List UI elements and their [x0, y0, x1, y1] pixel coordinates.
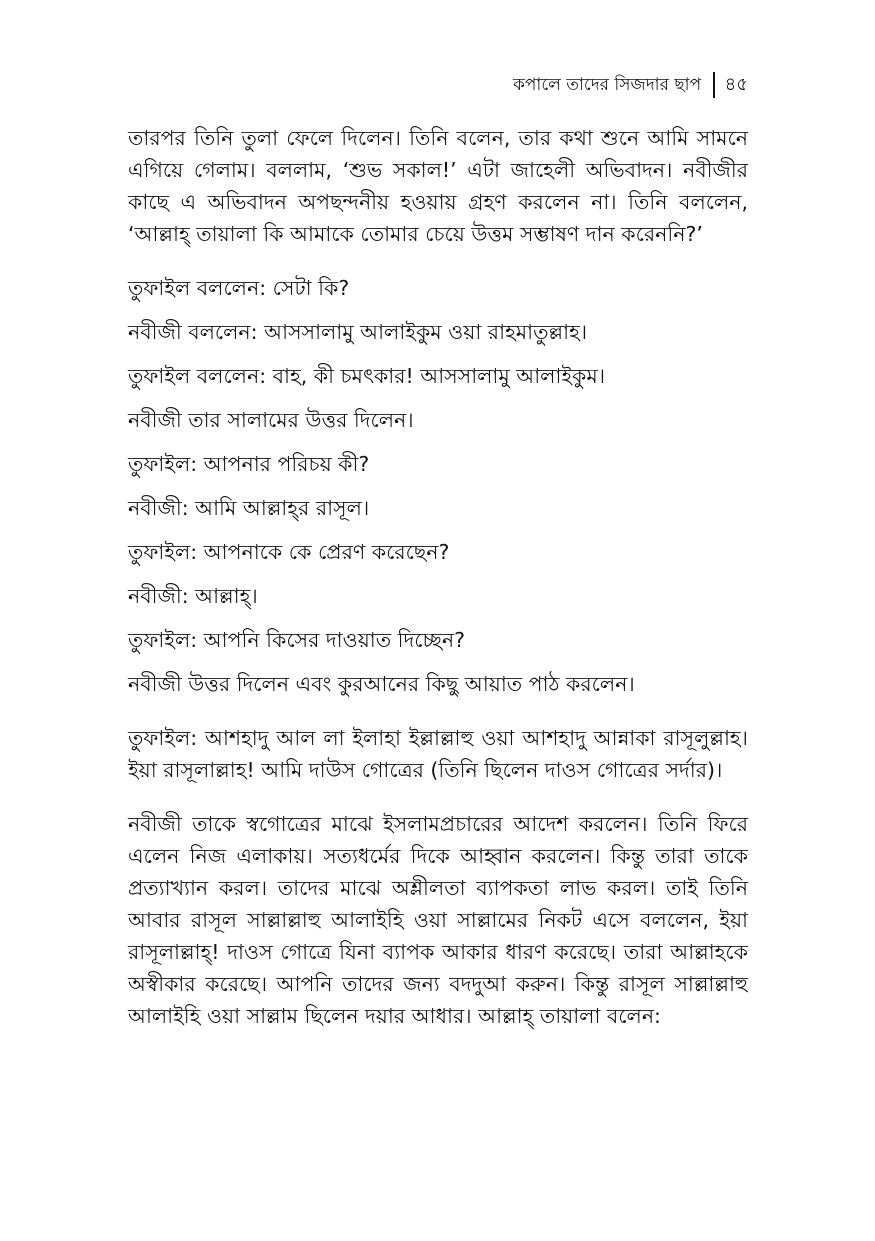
paragraph-1: তারপর তিনি তুলা ফেলে দিলেন। তিনি বলেন, তার কথা শুনে আমি সামনে এগিয়ে গেলাম। বললাম, ‘শুভ সকাল!’ এটা জাহেলী অভিবাদন। নবীজীর কাছে এ অভিবাদন অপছন্দনীয় হওয়ায় গ্রহণ করলেন না। তিনি বললেন, ‘আল্লাহ্ তায়ালা কি আমাকে তোমার চেয়ে উত্তম সম্ভাষণ দান করেননি?’ — [128, 126, 748, 246]
page-number: ৪৫ — [724, 74, 748, 95]
header-divider — [713, 72, 715, 98]
running-header — [128, 70, 748, 100]
page-body — [128, 122, 748, 1032]
dialogue-line: নবীজী: আল্লাহ্। — [128, 584, 258, 608]
paragraph-4: নবীজী তাকে স্বগোত্রের মাঝে ইসলামপ্রচারের আদেশ করলেন। তিনি ফিরে এলেন নিজ এলাকায়। সত্যধর্মের দিকে আহ্বান করলেন। কিন্তু তারা তাকে প্রত্যাখ্যান করল। তাদের মাঝে অশ্লীলতা ব্যাপকতা লাভ করল। তাই তিনি আবার রাসূল সাল্লাল্লাহু আলাইহি ওয়া সাল্লামের নিকট এসে বললেন, ইয়া রাসূলাল্লাহ্! দাওস গোত্রে যিনা ব্যাপক আকার ধারণ করেছে। তারা আল্লাহকে অস্বীকার করেছে। আপনি তাদের জন্য বদদুআ করুন। কিন্তু রাসূল সাল্লাল্লাহু আলাইহি ওয়া সাল্লাম ছিলেন দয়ার আধার। আল্লাহ্ তায়ালা বলেন: — [128, 812, 748, 1028]
dialogue-line: নবীজী বললেন: আসসালামু আলাইকুম ওয়া রাহমাতুল্লাহ। — [128, 320, 588, 344]
book-page — [128, 70, 748, 1170]
dialogue-line: নবীজী: আমি আল্লাহ্‌র রাসূল। — [128, 496, 370, 520]
dialogue-line: নবীজী উত্তর দিলেন এবং কুরআনের কিছু আয়াত পাঠ করলেন। — [128, 672, 635, 696]
dialogue-block — [128, 272, 748, 700]
chapter-title: কপালে তাদের সিজদার ছাপ — [512, 75, 702, 95]
dialogue-line: তুফাইল বললেন: বাহ, কী চমৎকার! আসসালামু আলাইকুম। — [128, 364, 606, 388]
dialogue-line: তুফাইল: আপনি কিসের দাওয়াত দিচ্ছেন? — [128, 628, 466, 652]
dialogue-line: নবীজী তার সালামের উত্তর দিলেন। — [128, 408, 414, 432]
dialogue-line: তুফাইল: আপনার পরিচয় কী? — [128, 452, 370, 476]
dialogue-line: তুফাইল: আপনাকে কে প্রেরণ করেছেন? — [128, 540, 450, 564]
paragraph-3: তুফাইল: আশহাদু আল লা ইলাহা ইল্লাল্লাহু ওয়া আশহাদু আন্নাকা রাসূলুল্লাহ। ইয়া রাসূলাল্লাহ! আমি দাউস গোত্রের (তিনি ছিলেন দাওস গোত্রের সর্দার)। — [128, 726, 748, 782]
dialogue-line: তুফাইল বললেন: সেটা কি? — [128, 276, 350, 300]
